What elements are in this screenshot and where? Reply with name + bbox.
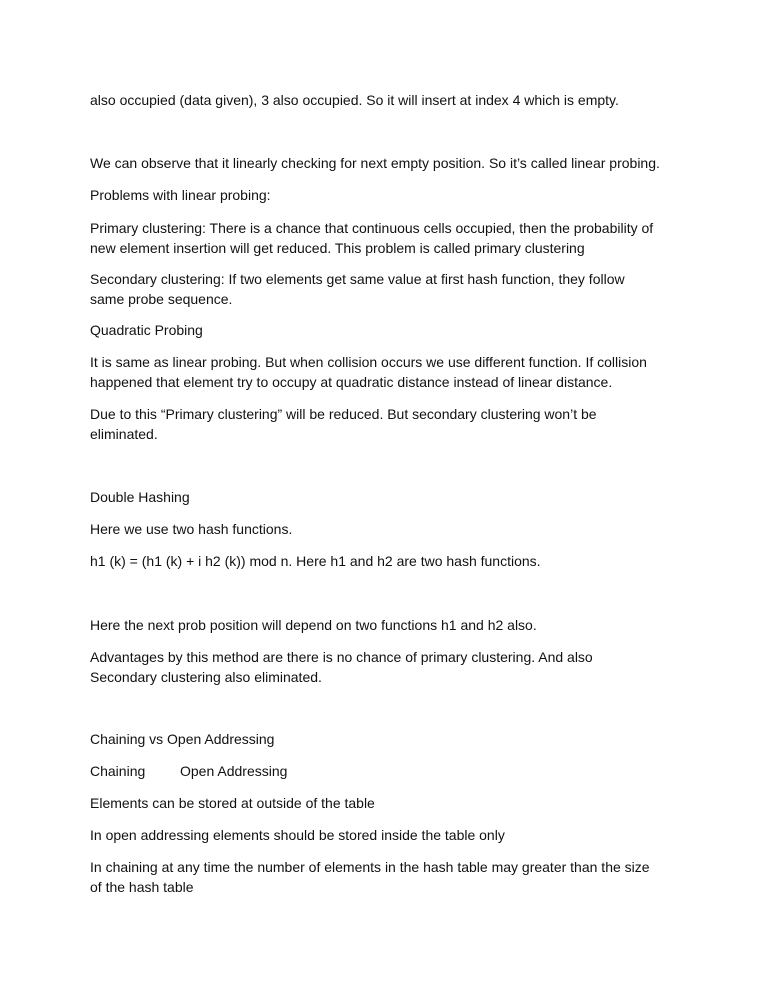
paragraph-linear-probing-observation [90, 153, 680, 173]
text-line: Elements can be stored at outside of the table [90, 795, 375, 811]
text-line: also occupied (data given), 3 also occupied. So it will insert at index 4 which is empty. [90, 92, 619, 108]
text-line: Secondary clustering: If two elements get same value at first hash function, they follow [90, 271, 625, 287]
text-line: Chaining vs Open Addressing [90, 731, 275, 747]
text-line: h1 (k) = (h1 (k) + i h2 (k)) mod n. Here h1 and h2 are two hash functions. [90, 553, 541, 569]
heading-chaining-vs-open-addressing [90, 729, 680, 749]
column-label-open-addressing: Open Addressing [180, 763, 288, 779]
heading-problems-linear-probing [90, 185, 680, 205]
paragraph-quadratic-probing [90, 352, 680, 392]
text-line: Due to this “Primary clustering” will be reduced. But secondary clustering won’t be [90, 406, 597, 422]
paragraph-hash-formula [90, 551, 680, 571]
column-label-chaining: Chaining [90, 763, 146, 779]
paragraph-two-hash-functions [90, 519, 680, 539]
text-line: It is same as linear probing. But when collision occurs we use different function. If collision [90, 354, 647, 370]
text-line: Advantages by this method are there is no chance of primary clustering. And also [90, 649, 593, 665]
comparison-header-row [90, 761, 680, 781]
text-line: Here the next prob position will depend on two functions h1 and h2 also. [90, 617, 537, 633]
text-line: We can observe that it linearly checking for next empty position. So it’s called linear probing. [90, 155, 660, 171]
text-line: Primary clustering: There is a chance that continuous cells occupied, then the probability of [90, 220, 654, 236]
heading-double-hashing [90, 487, 680, 507]
text-line: same probe sequence. [90, 291, 233, 307]
text-line: Quadratic Probing [90, 322, 203, 338]
text-line: new element insertion will get reduced. This problem is called primary clustering [90, 240, 585, 256]
text-line: In chaining at any time the number of elements in the hash table may greater than the size [90, 859, 650, 875]
text-line: happened that element try to occupy at quadratic distance instead of linear distance. [90, 374, 613, 390]
paragraph-insert-index [90, 90, 680, 110]
paragraph-chaining-size [90, 857, 680, 897]
paragraph-elements-outside-table [90, 793, 680, 813]
paragraph-primary-clustering [90, 218, 680, 258]
text-line: Secondary clustering also eliminated. [90, 669, 322, 685]
paragraph-clustering-reduced [90, 404, 680, 444]
text-line: In open addressing elements should be stored inside the table only [90, 827, 505, 843]
text-line: Problems with linear probing: [90, 187, 271, 203]
heading-quadratic-probing [90, 320, 680, 340]
text-line: Double Hashing [90, 489, 190, 505]
text-line: eliminated. [90, 426, 158, 442]
paragraph-secondary-clustering [90, 269, 680, 309]
text-line: of the hash table [90, 879, 194, 895]
paragraph-next-probe-position [90, 615, 680, 635]
paragraph-advantages [90, 647, 680, 687]
paragraph-elements-inside-table [90, 825, 680, 845]
text-line: Here we use two hash functions. [90, 521, 293, 537]
